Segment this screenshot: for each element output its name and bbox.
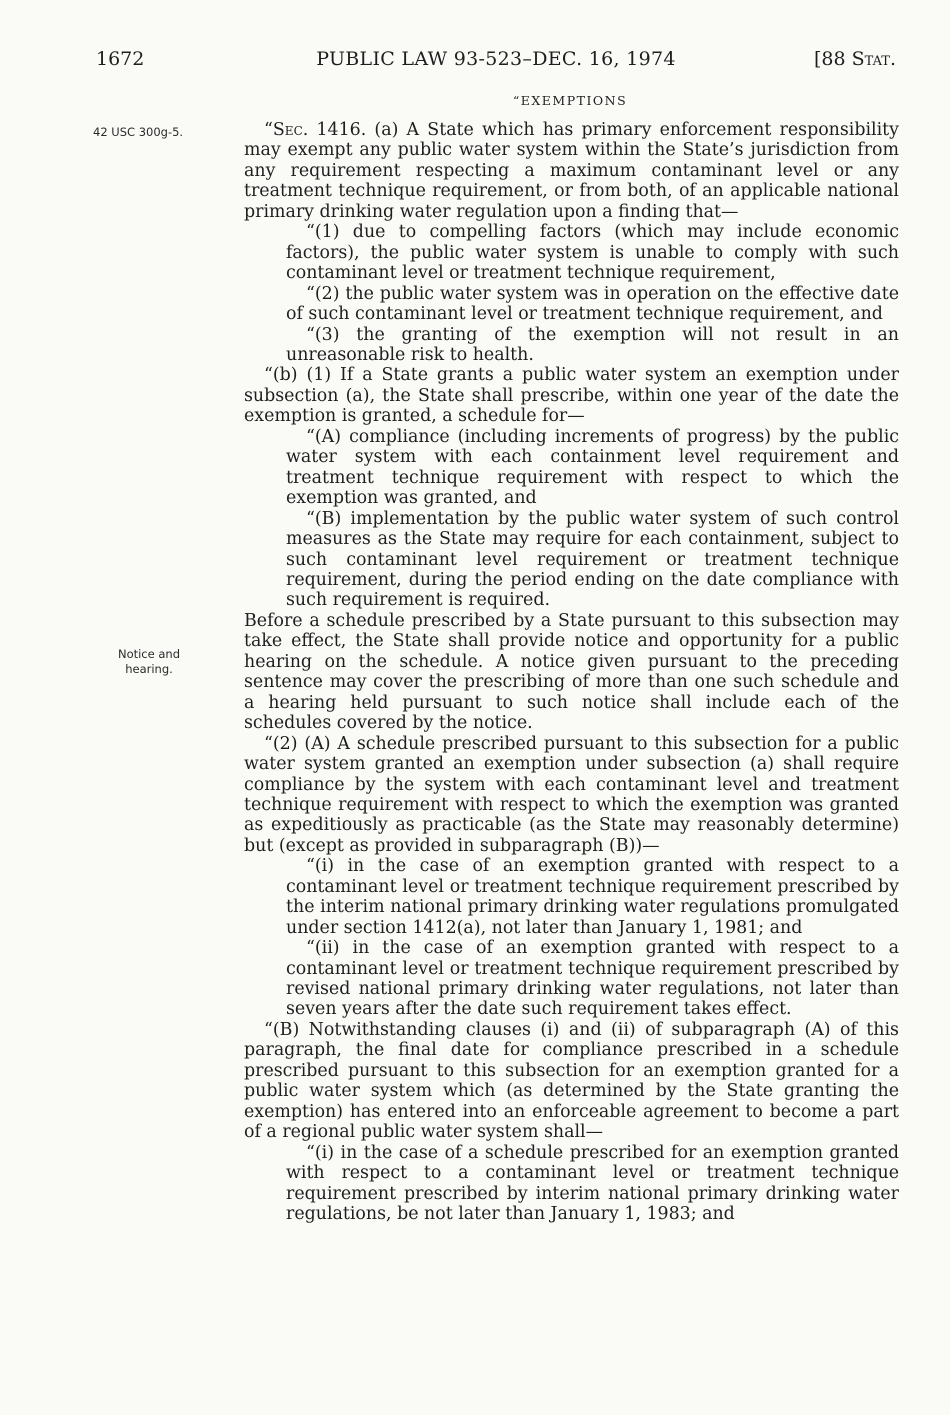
statute-reference xyxy=(814,48,896,70)
paragraph-b-2-B: “(B) Notwithstanding clauses (i) and (ii) of subparagraph (A) of this paragraph, the final date for compliance prescribed in a schedule prescribed pursuant to this subsection for an exemption granted for a public water system which (as determined by the State granting the exemption) has entered into an enforceable agreement to become a part of a regional public water system shall— xyxy=(244,1019,899,1143)
margin-note-notice-and-hearing: Notice and hearing. xyxy=(117,647,181,676)
stat-word: Stat. xyxy=(851,48,896,70)
margin-note-usc-citation: 42 USC 300g-5. xyxy=(93,125,184,139)
paragraph-b-1: “(b) (1) If a State grants a public water system an exemption under subsection (a), the State shall prescribe, within one year of the date the exemption is granted, a schedule for— xyxy=(244,365,899,427)
paragraph-a-2: “(2) the public water system was in operation on the effective date of such contaminant level or treatment technique requirement, and xyxy=(286,283,899,325)
running-header xyxy=(96,48,896,76)
paragraph-a-3: “(3) the granting of the exemption will not result in an unreasonable risk to health. xyxy=(286,324,899,365)
sec-label: “Sec. xyxy=(264,120,309,140)
paragraph-b-1-A: “(A) compliance (including increments of progress) by the public water system with each containment level requirement and treatment technique requirement with respect to which the exemption was granted, and xyxy=(286,426,899,509)
paragraph-text: 1416. (a) A State which has primary enforcement responsibility may exempt any public water system within the State’s jurisdiction from any requirement respecting a maximum contaminant level or any treatment technique requirement, or from both, of an applicable national primary drinking water regulation upon a finding that— xyxy=(244,120,899,222)
paragraph-b-1-B: “(B) implementation by the public water system of such control measures as the State may require for each containment, subject to such contaminant level requirement or treatment technique requirement, during the period ending on the date compliance with such requirement is required. xyxy=(286,508,899,611)
paragraph-b-2-A-ii: “(ii) in the case of an exemption granted with respect to a contaminant level or treatment technique requirement prescribed by revised national primary drinking water regulations, not later than seven years after the date such requirement takes effect. xyxy=(286,938,899,1020)
paragraph-sec-1416-a xyxy=(244,120,899,222)
paragraph-notice-hearing: Before a schedule prescribed by a State pursuant to this subsection may take effect, the State shall provide notice and opportunity for a public hearing on the schedule. A notice given pursuant to the preceding sentence may cover the prescribing of more than one such schedule and a hearing held pursuant to such notice shall include each of the schedules covered by the notice. xyxy=(244,610,899,734)
page-number: 1672 xyxy=(96,48,145,70)
paragraph-b-2-A: “(2) (A) A schedule prescribed pursuant to this subsection for a public water system granted an exemption under subsection (a) shall require compliance by the system with each contaminant level and treatment technique requirement with respect to which the exemption was granted as expeditiously as practicable (as the State may reasonably determine) but (except as provided in subparagraph (B))— xyxy=(244,733,899,856)
section-heading: “EXEMPTIONS xyxy=(512,93,628,108)
paragraph-b-2-B-i: “(i) in the case of a schedule prescribed for an exemption granted with respect to a contaminant level or treatment technique requirement prescribed by interim national primary drinking water regulations, be not later than January 1, 1983; and xyxy=(286,1142,899,1225)
paragraph-a-1: “(1) due to compelling factors (which may include economic factors), the public water system is unable to comply with such contaminant level or treatment technique requirement, xyxy=(286,222,899,284)
law-title: PUBLIC LAW 93-523–DEC. 16, 1974 xyxy=(316,48,676,70)
body-text xyxy=(244,120,899,1224)
paragraph-b-2-A-i: “(i) in the case of an exemption granted with respect to a contaminant level or treatment technique requirement prescribed by the interim national primary drinking water regulations promulgated under section 1412(a), not later than January 1, 1981; and xyxy=(286,856,899,938)
stat-prefix: [88 xyxy=(813,48,846,70)
